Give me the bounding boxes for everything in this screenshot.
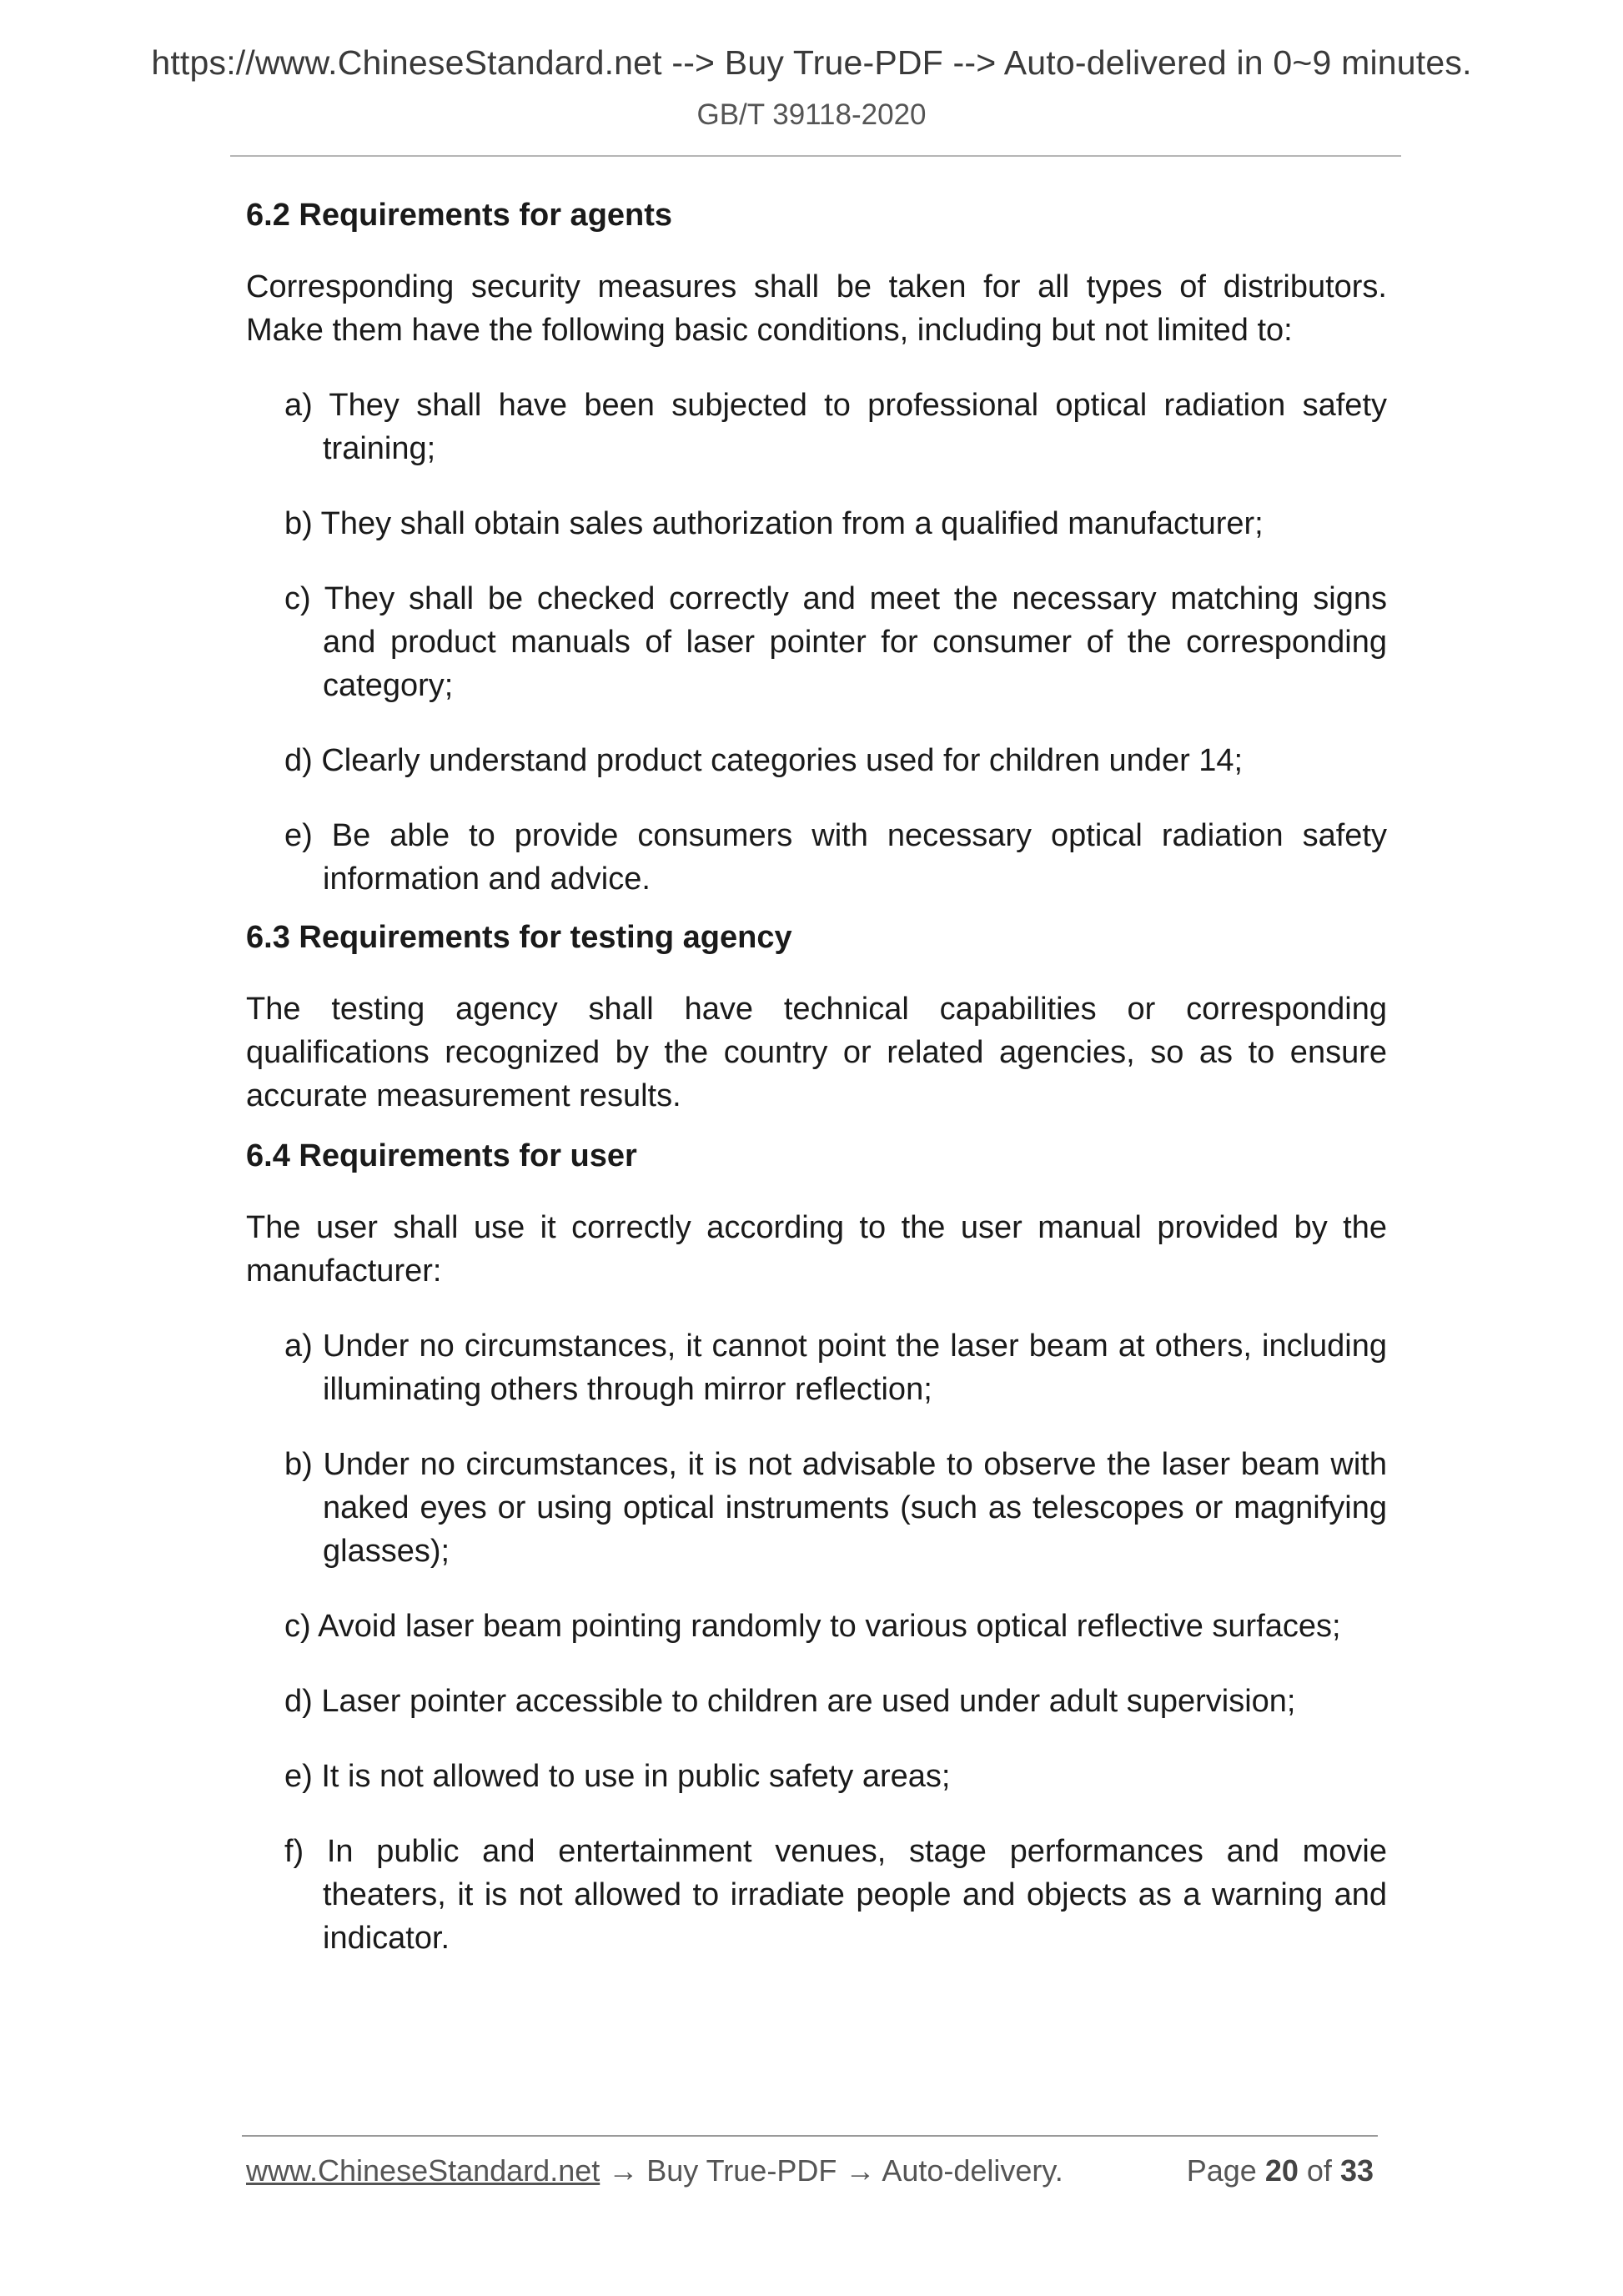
section-6-2-list: [246, 384, 1387, 901]
of-label: of: [1306, 2153, 1332, 2188]
list-item: d) Laser pointer accessible to children are used under adult supervision;: [284, 1684, 1296, 1719]
footer-divider: [242, 2135, 1378, 2137]
list-item: b) They shall obtain sales authorization from a qualified manufacturer;: [284, 506, 1264, 541]
list-item: d) Clearly understand product categories used for children under 14;: [284, 743, 1244, 778]
list-item: c) They shall be checked correctly and meet the necessary matching signs and product manuals of laser pointer for consumer of the corresponding category;: [284, 581, 1387, 703]
section-heading-6-4: 6.4 Requirements for user: [246, 1138, 637, 1173]
page-number: [1187, 2153, 1374, 2188]
list-item: a) They shall have been subjected to professional optical radiation safety training;: [284, 388, 1387, 466]
page-label: Page: [1186, 2153, 1257, 2188]
footer-left: [246, 2153, 1063, 2188]
header-divider: [230, 155, 1401, 157]
header-url-line: https://www.ChineseStandard.net --> Buy True-PDF --> Auto-delivered in 0~9 minutes.: [151, 43, 1472, 82]
list-item: c) Avoid laser beam pointing randomly to various optical reflective surfaces;: [284, 1609, 1341, 1644]
list-item: a) Under no circumstances, it cannot point the laser beam at others, including illuminating others through mirror reflection;: [284, 1329, 1387, 1407]
section-6-3-body: The testing agency shall have technical capabilities or corresponding qualifications recognized by the country or related agencies, so as to ensure accurate measurement results.: [246, 992, 1387, 1113]
section-6-2-intro: Corresponding security measures shall be taken for all types of distributors. Make them have the following basic conditions, including but not limited to:: [246, 269, 1387, 348]
current-page: 20: [1264, 2153, 1299, 2188]
section-6-4-intro: The user shall use it correctly according to the user manual provided by the manufacturer:: [246, 1210, 1387, 1289]
list-item: b) Under no circumstances, it is not advisable to observe the laser beam with naked eyes or using optical instruments (such as telescopes or magnifying glasses);: [284, 1447, 1387, 1569]
section-heading-6-3: 6.3 Requirements for testing agency: [246, 920, 792, 955]
list-item: e) Be able to provide consumers with necessary optical radiation safety information and advice.: [284, 818, 1387, 897]
page-footer: [246, 2153, 1374, 2188]
footer-tagline: → Buy True-PDF → Auto-delivery.: [600, 2153, 1063, 2188]
page-content: [246, 183, 1387, 1992]
list-item: e) It is not allowed to use in public safety areas;: [284, 1759, 951, 1794]
document-id: GB/T 39118-2020: [696, 98, 927, 131]
footer-site-link[interactable]: www.ChineseStandard.net: [246, 2153, 600, 2188]
list-item: f) In public and entertainment venues, stage performances and movie theaters, it is not allowed to irradiate people and objects as a warning and indicator.: [284, 1834, 1387, 1956]
section-6-4-list: [246, 1324, 1387, 1960]
total-pages: 33: [1339, 2153, 1374, 2188]
section-heading-6-2: 6.2 Requirements for agents: [246, 198, 673, 233]
